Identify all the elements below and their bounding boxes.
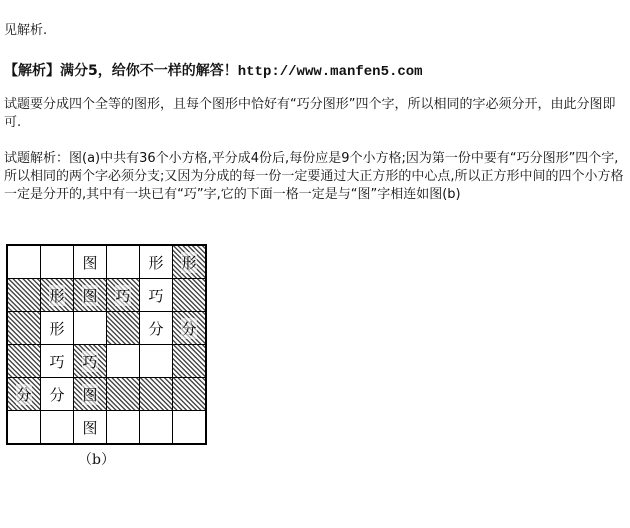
grid-cell (140, 378, 172, 410)
grid-cell (140, 312, 172, 344)
grid-cell (74, 246, 106, 278)
source-url[interactable]: http://www.manfen5.com (237, 64, 423, 80)
grid-cell (107, 246, 139, 278)
puzzle-grid-b (6, 244, 207, 445)
answer-intro: 见解析. (4, 23, 48, 38)
grid-cell (173, 246, 205, 278)
grid-cell (107, 411, 139, 443)
grid-cell (74, 279, 106, 311)
grid-cell (107, 378, 139, 410)
grid-cell-char: 图 (82, 253, 98, 272)
grid-cell (140, 279, 172, 311)
grid-cell (140, 411, 172, 443)
grid-cell (173, 312, 205, 344)
grid-cell-char: 分 (181, 319, 197, 338)
grid-cell (41, 246, 73, 278)
grid-cell (173, 279, 205, 311)
grid-cell (107, 312, 139, 344)
grid-cell-char: 巧 (49, 352, 65, 371)
grid-cell (41, 279, 73, 311)
grid-cell-char: 图 (82, 286, 98, 305)
grid-cell-char: 图 (82, 385, 98, 404)
grid-cell (8, 411, 40, 443)
grid-cell (74, 378, 106, 410)
source-header-label: 【解析】满分5，给你不一样的解答！ (4, 63, 238, 79)
grid-cell-char: 巧 (115, 286, 131, 305)
grid-cell (41, 312, 73, 344)
grid-cell (8, 312, 40, 344)
grid-cell (140, 345, 172, 377)
grid-cell (74, 411, 106, 443)
grid-cell (173, 345, 205, 377)
grid-cell (173, 378, 205, 410)
grid-cell (8, 246, 40, 278)
grid-cell (173, 411, 205, 443)
grid-cell-char: 巧 (148, 286, 164, 305)
grid-cell-char: 形 (148, 253, 164, 272)
grid-cell-char: 形 (49, 319, 65, 338)
grid-cell (107, 279, 139, 311)
grid-cell (8, 378, 40, 410)
grid-cell (8, 279, 40, 311)
grid-cell (74, 345, 106, 377)
grid-cell-char: 巧 (82, 352, 98, 371)
grid-cell (41, 411, 73, 443)
grid-cell (140, 246, 172, 278)
source-header (4, 62, 423, 81)
grid-cell-char: 图 (82, 418, 98, 437)
analysis-paragraph: 试题解析：图(a)中共有36个小方格,平分成4份后,每份应是9个小方格;因为第一份中要有“巧分图形”四个字,所以相同的两个字必须分支;又因为分成的每一份一定要通过大正方形的中心点,所以正方形中间的四个小方格一定是分开的,其中有一块已有“巧”字,它的下面一格一定是与“图”字相连如图(b) (4, 151, 624, 202)
grid-cell-char: 分 (16, 385, 32, 404)
grid-cell (41, 345, 73, 377)
grid-cell-char: 分 (49, 385, 65, 404)
grid-cell-char: 形 (181, 253, 197, 272)
grid-cell-char: 分 (148, 319, 164, 338)
grid-cell (8, 345, 40, 377)
grid-cell (74, 312, 106, 344)
grid-cell-char: 形 (49, 286, 65, 305)
figure-caption: （b） (78, 452, 115, 468)
grid-cell (41, 378, 73, 410)
grid-cell (107, 345, 139, 377)
hint-paragraph: 试题要分成四个全等的图形，且每个图形中恰好有“巧分图形”四个字，所以相同的字必须分开，由此分图即可. (4, 97, 616, 130)
